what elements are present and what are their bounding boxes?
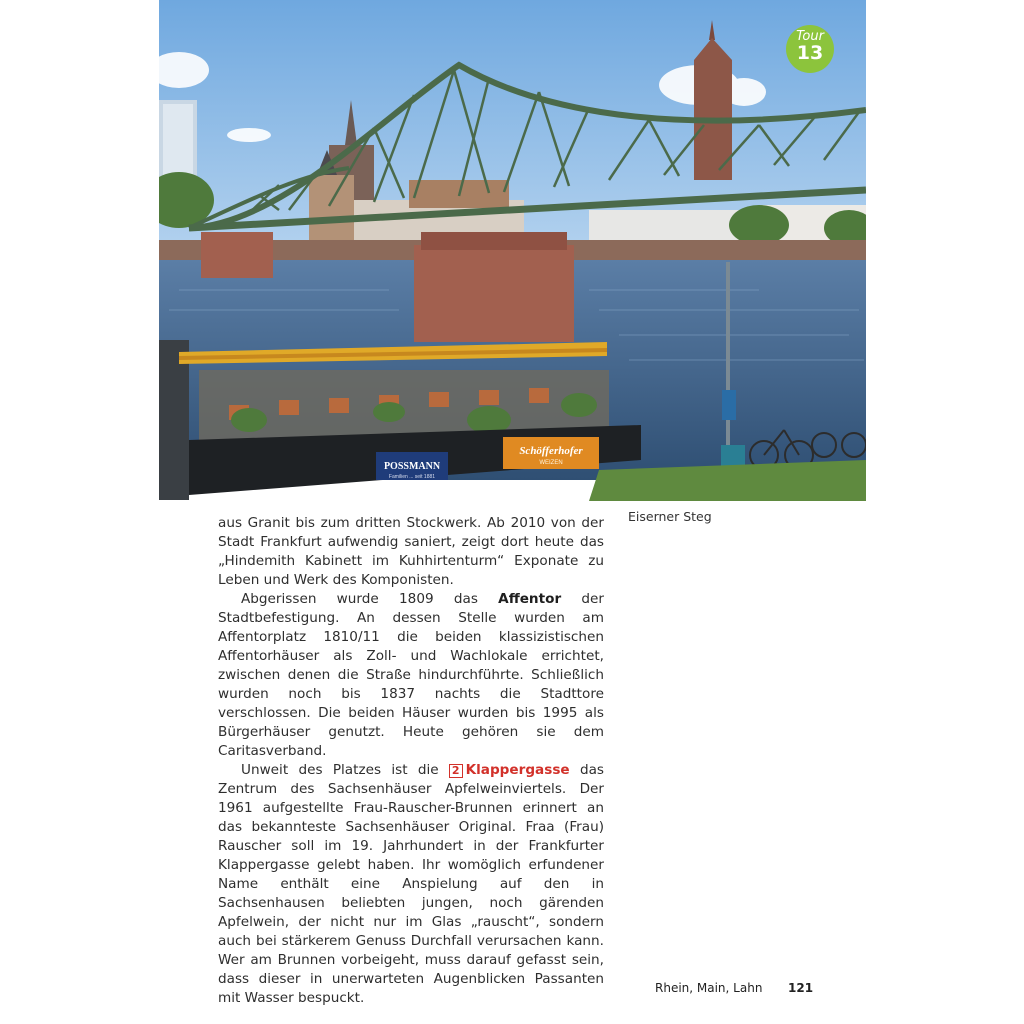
paragraph-3-rest: das Zentrum des Sachsenhäuser Apfelweinviertels. Der 1961 aufgestellte Frau-Rauscher-Brunnen erinnert an das bekannteste Sachsenhäuser Original. Fraa (Frau) Rauscher soll im 19. Jahrhundert in der Frankfurter Klappergasse gelebt haben. Ihr womöglich erfundener Name enthält eine Anspielung auf den in Sachsenhausen beliebten jungen, noch gärenden Apfelwein, der nicht nur im Glas „rauscht“, sondern auch bei stärkerem Genuss Durchfall verursachen kann. Wer am Brunnen vorbeigeht, muss darauf gefasst sein, dass dieser in unerwarteten Augenblicken Passanten mit Wasser bespuckt.	[218, 762, 604, 1006]
paragraph-2	[218, 590, 604, 761]
poi-number-marker: 2	[449, 764, 463, 778]
boat-sign-possmann-sub: Familien ... seit 1881	[388, 474, 436, 480]
running-footer-title: Rhein, Main, Lahn	[655, 981, 763, 995]
paragraph-2-lead: Abgerissen wurde 1809 das	[241, 591, 499, 607]
article-body	[218, 514, 604, 1008]
paragraph-2-rest: der Stadtbefestigung. An dessen Stelle wurden am Affentorplatz 1810/11 die beiden klassizistischen Affentorhäuser als Zoll- und Wachlokale errichtet, zwischen denen die Straße hindurchführte. Schließlich wurden noch bis 1837 nachts die Stadttore verschlossen. Die beiden Häuser wurden bis 1995 als Bürgerhäuser genutzt. Heute gehören sie dem Caritasverband.	[218, 591, 604, 759]
paragraph-3	[218, 761, 604, 1008]
photo-eiserner-steg	[159, 0, 866, 501]
tour-badge-label: Tour	[796, 29, 824, 44]
page-number: 121	[788, 981, 814, 995]
paragraph-1: aus Granit bis zum dritten Stockwerk. Ab 2010 von der Stadt Frankfurt aufwendig saniert, zeigt dort heute das „Hindemith Kabinett im Kuhhirtenturm“ Exponate zu Leben und Werk des Komponisten.	[218, 515, 604, 588]
poi-klappergasse: Klappergasse	[465, 762, 570, 778]
tour-badge	[786, 25, 834, 73]
tour-badge-number: 13	[796, 42, 824, 64]
boat-sign-schoefferhofer-sub: WEIZEN	[539, 460, 563, 466]
boat-sign-possmann: POSSMANN	[383, 461, 441, 472]
photo-caption: Eiserner Steg	[628, 509, 712, 524]
keyword-affentor: Affentor	[498, 591, 562, 607]
boat-sign-schoefferhofer: Schöfferhofer	[519, 445, 583, 457]
paragraph-3-lead: Unweit des Platzes ist die	[241, 762, 449, 778]
